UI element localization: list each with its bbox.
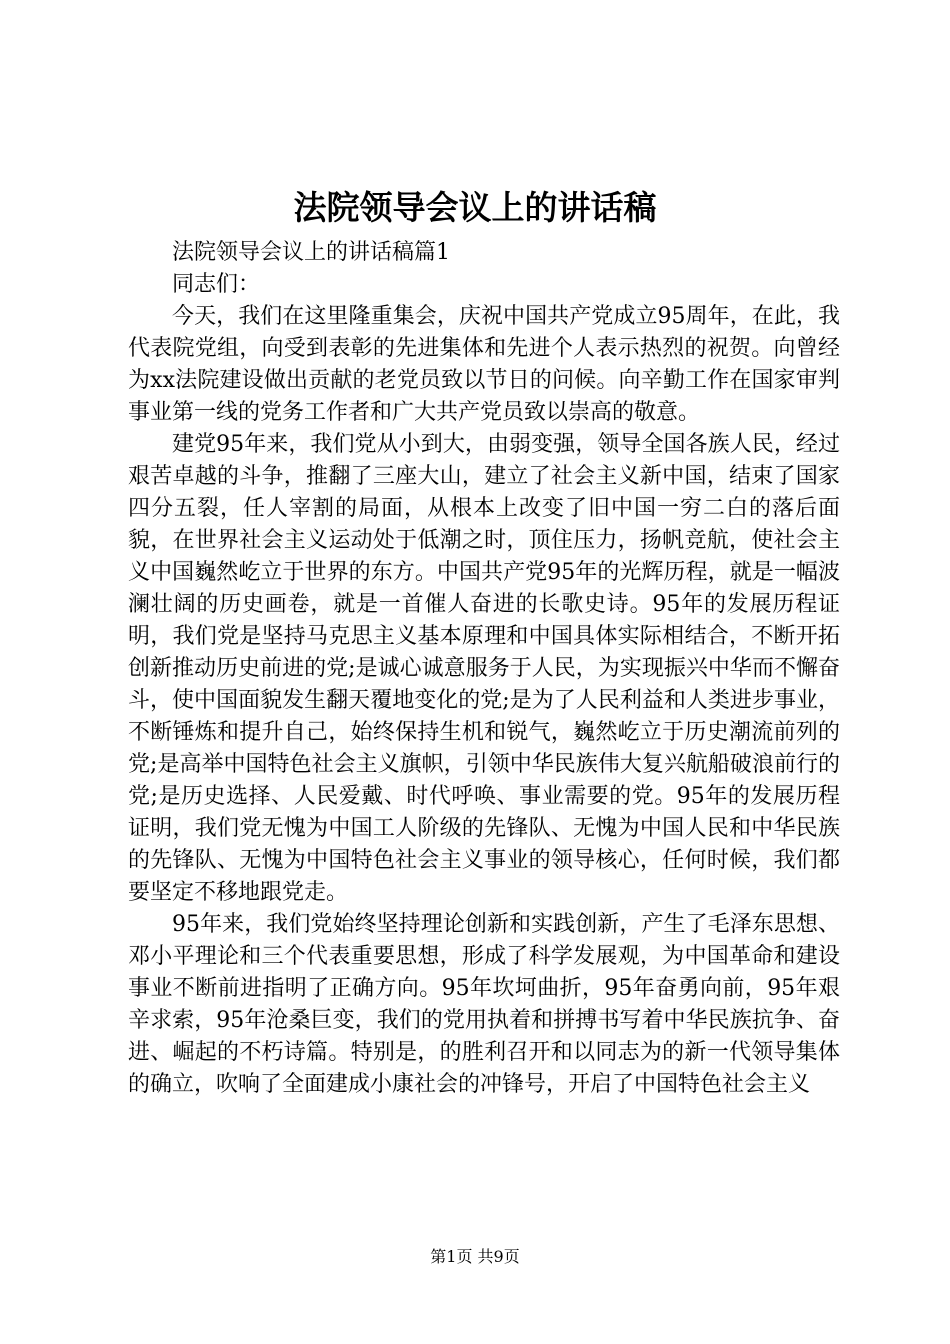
salutation: 同志们： [172, 272, 261, 297]
body-paragraph: 今天，我们在这里隆重集会，庆祝中国共产党成立95周年，在此，我代表院党组，向受到表彰的先进集体和先进个人表示热烈的祝贺。向曾经为xx法院建设做出贡献的老党员致以节日的问候。向辛勤工作在国家审判事业第一线的党务工作者和广大共产党员致以崇高的敬意。 [128, 304, 840, 425]
document-title: 法院领导会议上的讲话稿 [293, 188, 657, 227]
body-paragraph: 建党95年来，我们党从小到大，由弱变强，领导全国各族人民，经过艰苦卓越的斗争，推翻了三座大山，建立了社会主义新中国，结束了国家四分五裂，任人宰割的局面，从根本上改变了旧中国一穷二白的落后面貌，在世界社会主义运动处于低潮之时，顶住压力，扬帆竞航，使社会主义中国巍然屹立于世界的东方。中国共产党95年的光辉历程，就是一幅波澜壮阔的历史画卷，就是一首催人奋进的长歌史诗。95年的发展历程证明，我们党是坚持马克思主义基本原理和中国具体实际相结合，不断开拓创新推动历史前进的党;是诚心诚意服务于人民，为实现振兴中华而不懈奋斗，使中国面貌发生翻天覆地变化的党;是为了人民利益和人类进步事业，不断锤炼和提升自己，始终保持生机和锐气，巍然屹立于历史潮流前列的党;是高举中国特色社会主义旗帜，引领中华民族伟大复兴航船破浪前行的党;是历史选择、人民爱戴、时代呼唤、事业需要的党。95年的发展历程证明，我们党无愧为中国工人阶级的先锋队、无愧为中国人民和中华民族的先锋队、无愧为中国特色社会主义事业的领导核心，任何时候，我们都要坚定不移地跟党走。 [128, 432, 840, 905]
body-paragraph: 95年来，我们党始终坚持理论创新和实践创新，产生了毛泽东思想、邓小平理论和三个代表重要思想，形成了科学发展观，为中国革命和建设事业不断前进指明了正确方向。95年坎坷曲折，95年奋勇向前，95年艰辛求索，95年沧桑巨变，我们的党用执着和拼搏书写着中华民族抗争、奋进、崛起的不朽诗篇。特别是，的胜利召开和以同志为的新一代领导集体的确立，吹响了全面建成小康社会的冲锋号，开启了中国特色社会主义 [128, 912, 840, 1097]
document-body [128, 237, 840, 1101]
page-number-footer: 第1页 共9页 [430, 1247, 520, 1266]
section-heading: 法院领导会议上的讲话稿篇1 [172, 240, 450, 265]
